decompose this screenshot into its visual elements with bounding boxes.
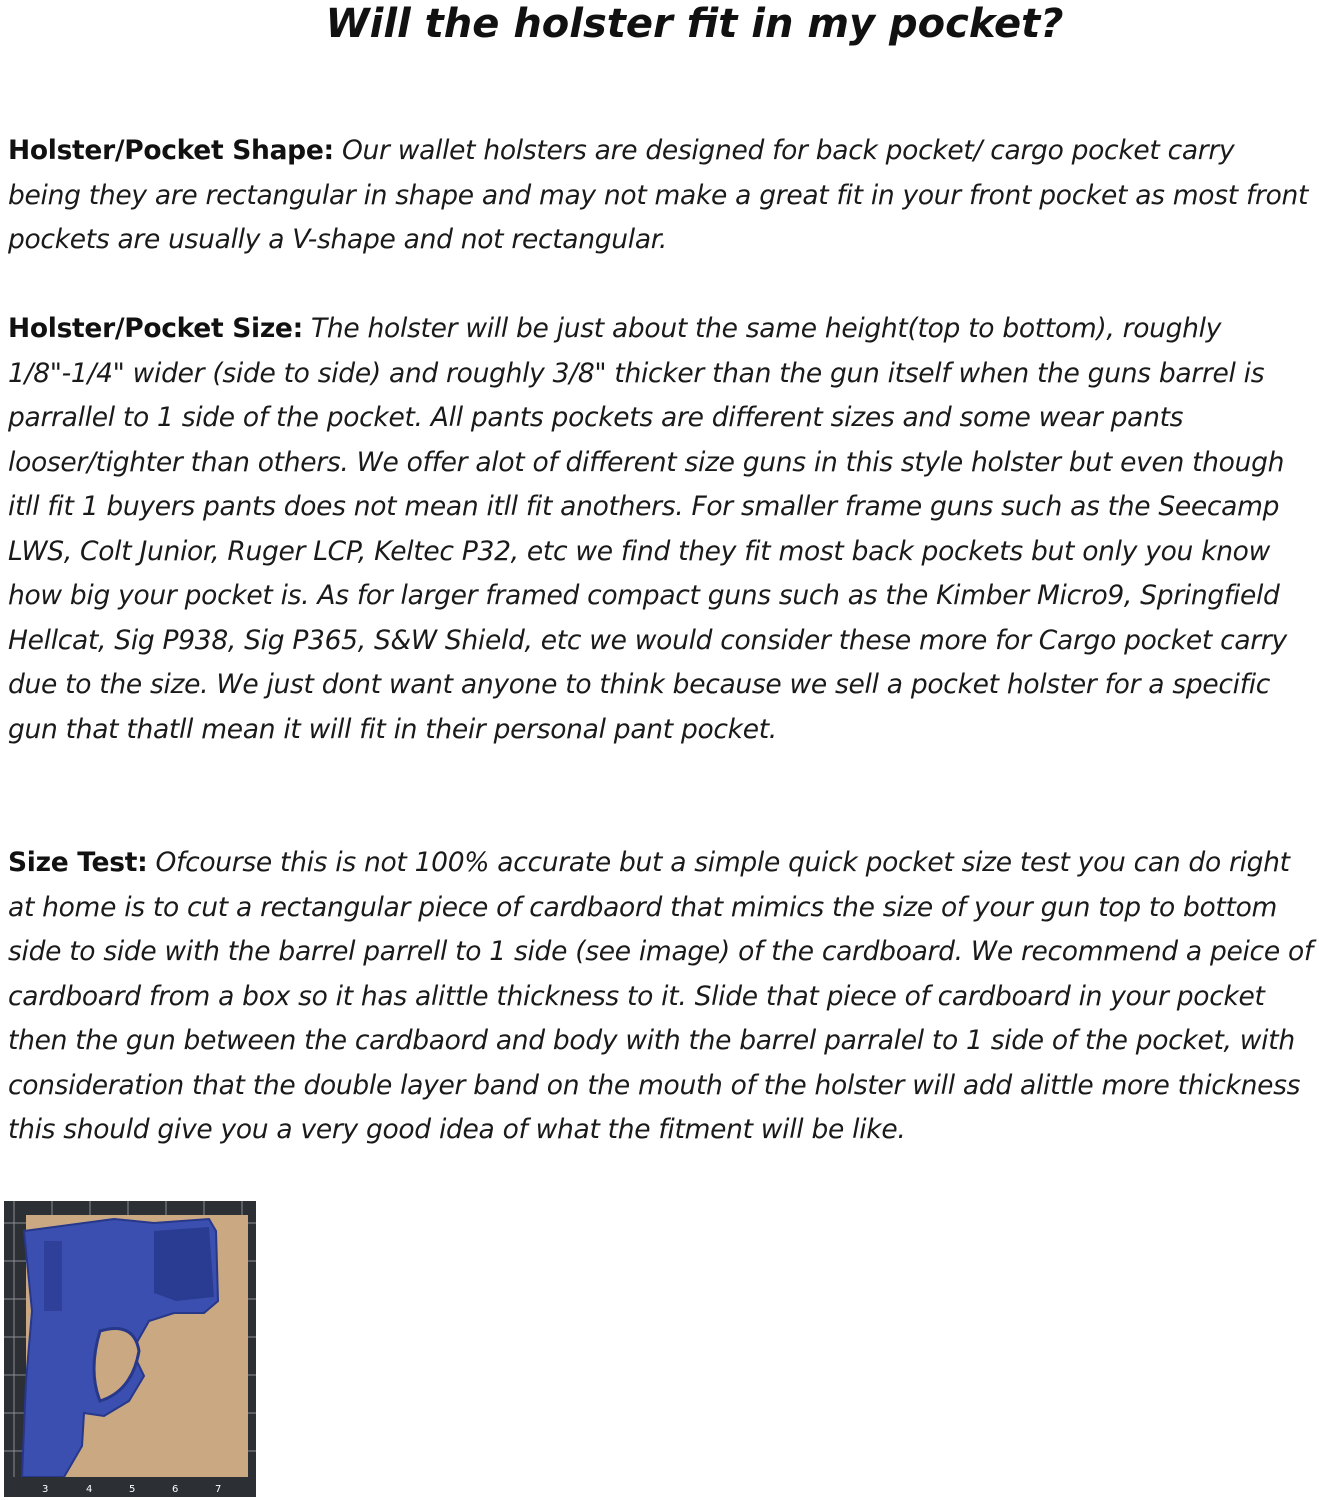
section-text: Ofcourse this is not 100% accurate but a simple quick pocket size test you can do right at home is to cut a rectangular piece of cardbaord that mimics the size of your gun top to bottom side to side with the barrel parrell to 1 side (see image) of the cardboard. We recommend a peice of cardboard from a box so it has alittle thickness to it. Slide that piece of cardboard in your pocket then the gun between the cardbaord and body with the barrel parralel to 1 side of the pocket, with consideration that the double layer band on the mouth of the holster will add alittle more thickness this should give you a very good idea of what the fitment will be like.: [8, 847, 1313, 1145]
gun-on-cardboard-photo: [4, 1201, 256, 1497]
section-text: The holster will be just about the same height(top to bottom), roughly 1/8"-1/4" wider (side to side) and roughly 3/8" thicker than the gun itself when the guns barrel is parrallel to 1 side of the pocket. All pants pockets are different sizes and some wear pants looser/tighter than others. We offer alot of different size guns in this style holster but even though itll fit 1 buyers pants does not mean itll fit anothers. For smaller frame guns such as the Seecamp LWS, Colt Junior, Ruger LCP, Keltec P32, etc we find they fit most back pockets but only you know how big your pocket is. As for larger framed compact guns such as the Kimber Micro9, Springfield Hellcat, Sig P938, Sig P365, S&W Shield, etc we would consider these more for Cargo pocket carry due to the size. We just dont want anyone to think because we sell a pocket holster for a specific gun that thatll mean it will fit in their personal pant pocket.: [8, 313, 1287, 745]
section-label: Size Test:: [8, 847, 148, 878]
section-size-test: [8, 841, 1314, 1153]
section-pocket-shape: [8, 129, 1314, 263]
ruler-number: 3: [42, 1484, 49, 1495]
gun-grip-texture: [154, 1227, 214, 1301]
ruler-number: 6: [172, 1484, 179, 1495]
page-title: Will the holster fit in my pocket?: [325, 1, 1064, 47]
section-label: Holster/Pocket Shape:: [8, 135, 334, 166]
slide-serrations: [44, 1241, 62, 1311]
ruler-number: 7: [215, 1484, 222, 1495]
ruler-number: 5: [129, 1484, 136, 1495]
section-label: Holster/Pocket Size:: [8, 313, 303, 344]
ruler-number: 4: [86, 1484, 93, 1495]
section-pocket-size: [8, 307, 1314, 752]
section-text: Our wallet holsters are designed for back pocket/ cargo pocket carry being they are rectangular in shape and may not make a great fit in your front pocket as most front pockets are usually a V-shape and not rectangular.: [8, 135, 1309, 255]
